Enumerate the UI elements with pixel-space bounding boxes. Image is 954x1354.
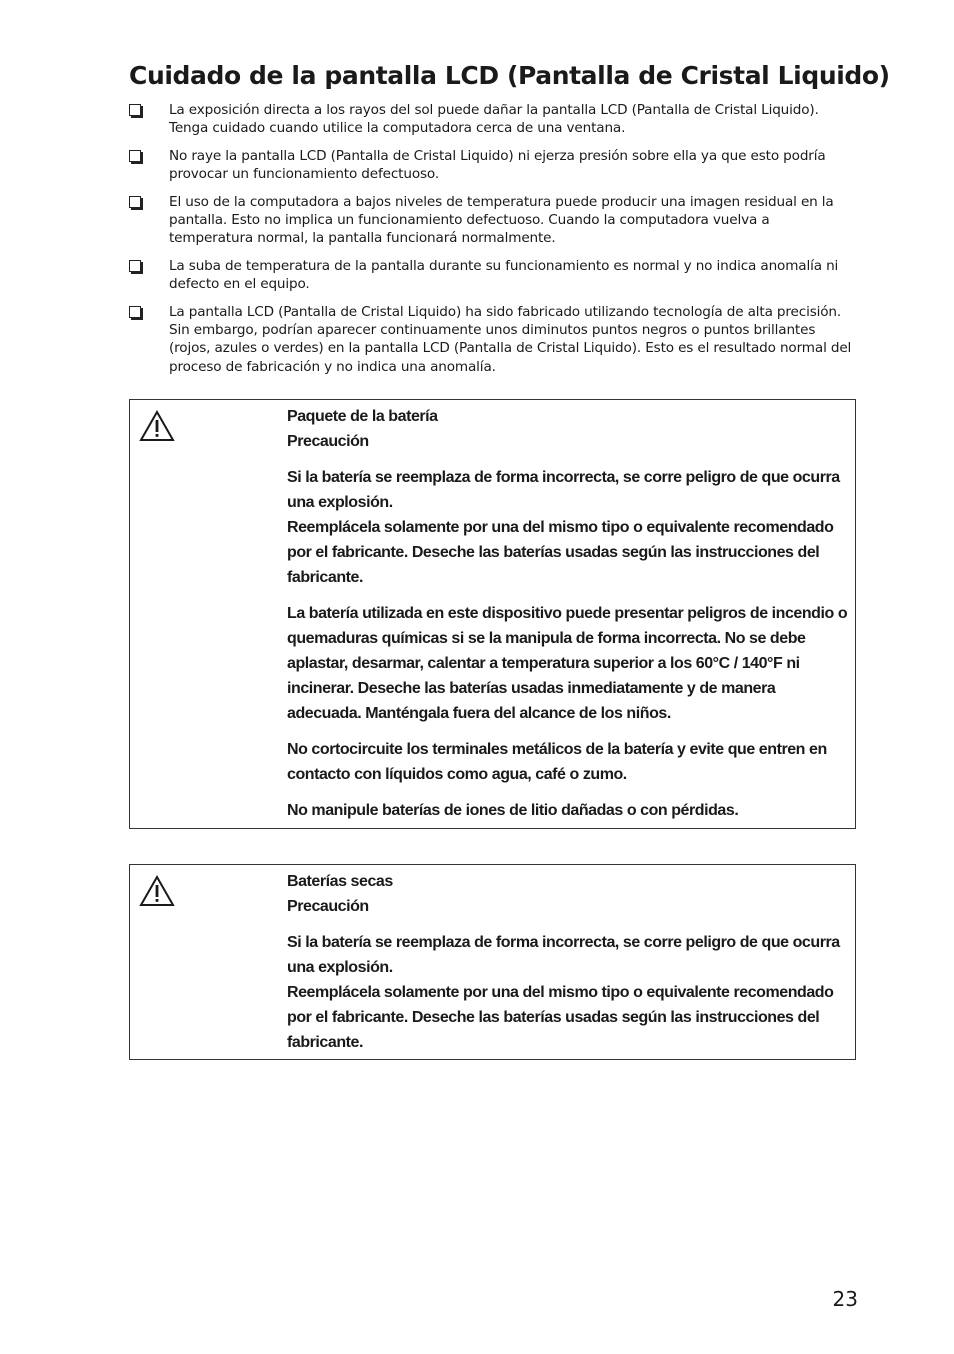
list-item-text: La suba de temperatura de la pantalla durante su funcionamiento es normal y no indica anomalía ni defecto en el equipo. bbox=[169, 257, 839, 293]
warning-paragraph: No manipule baterías de iones de litio dañadas o con pérdidas. bbox=[287, 802, 739, 819]
list-item-text: La exposición directa a los rayos del sol puede dañar la pantalla LCD (Pantalla de Cristal Liquido). Tenga cuidado cuando utilice la computadora cerca de una ventana. bbox=[169, 102, 819, 137]
checkbox-icon bbox=[129, 196, 141, 208]
list-item bbox=[129, 257, 857, 294]
warning-paragraph: La batería utilizada en este dispositivo puede presentar peligros de incendio o quemaduras químicas si se la manipula de forma incorrecta. No se debe aplastar, desarmar, calentar a temperatura superior a los 60°C / 140°F ni incinerar. Deseche las baterías usadas inmediatamente y de manera adecuada. Manténgala fuera del alcance de los niños. bbox=[287, 605, 848, 722]
warning-paragraph: No cortocircuite los terminales metálicos de la batería y evite que entren en contacto con líquidos como agua, café o zumo. bbox=[287, 741, 827, 783]
warning-triangle-icon bbox=[139, 875, 175, 907]
warning-heading: Baterías secas bbox=[287, 873, 393, 890]
page-title: Cuidado de la pantalla LCD (Pantalla de Cristal Liquido) bbox=[129, 61, 890, 90]
warning-paragraph: Reemplácela solamente por una del mismo tipo o equivalente recomendado por el fabricante. Deseche las baterías usadas según las instrucciones del fabricante. bbox=[287, 984, 834, 1051]
page-number: 23 bbox=[832, 1287, 858, 1311]
list-item bbox=[129, 101, 857, 138]
warning-paragraph: Si la batería se reemplaza de forma incorrecta, se corre peligro de que ocurra una explosión. bbox=[287, 934, 840, 976]
warning-paragraph: Reemplácela solamente por una del mismo tipo o equivalente recomendado por el fabricante. Deseche las baterías usadas según las instrucciones del fabricante. bbox=[287, 519, 834, 586]
checkbox-icon bbox=[129, 150, 141, 162]
list-item bbox=[129, 303, 857, 377]
list-item bbox=[129, 147, 857, 184]
warning-heading: Paquete de la batería bbox=[287, 408, 438, 425]
warning-content bbox=[287, 404, 853, 823]
bullet-list bbox=[129, 101, 857, 385]
battery-pack-warning-box bbox=[129, 399, 856, 829]
warning-paragraph: Si la batería se reemplaza de forma incorrecta, se corre peligro de que ocurra una explosión. bbox=[287, 469, 840, 511]
list-item-text: No raye la pantalla LCD (Pantalla de Cristal Liquido) ni ejerza presión sobre ella ya que esto podría provocar un funcionamiento defectuoso. bbox=[169, 147, 826, 183]
checkbox-icon bbox=[129, 306, 141, 318]
warning-content bbox=[287, 869, 853, 1055]
list-item-text: El uso de la computadora a bajos niveles de temperatura puede producir una imagen residual en la pantalla. Esto no implica un funcionamiento defectuoso. Cuando la computadora vuelva a temperatura normal, la pantalla funcionará normalmente. bbox=[169, 193, 834, 247]
warning-triangle-icon bbox=[139, 410, 175, 442]
list-item bbox=[129, 193, 857, 248]
list-item-text: La pantalla LCD (Pantalla de Cristal Liquido) ha sido fabricado utilizando tecnología de alta precisión. Sin embargo, podrían aparecer continuamente unos diminutos puntos negros o puntos brillantes (rojos, azules o verdes) en la pantalla LCD (Pantalla de Cristal Liquido). Esto es el resultado normal del proceso de fabricación y no indica una anomalía. bbox=[169, 303, 852, 375]
checkbox-icon bbox=[129, 104, 141, 116]
warning-subheading: Precaución bbox=[287, 898, 369, 915]
checkbox-icon bbox=[129, 260, 141, 272]
dry-batteries-warning-box bbox=[129, 864, 856, 1060]
warning-subheading: Precaución bbox=[287, 433, 369, 450]
